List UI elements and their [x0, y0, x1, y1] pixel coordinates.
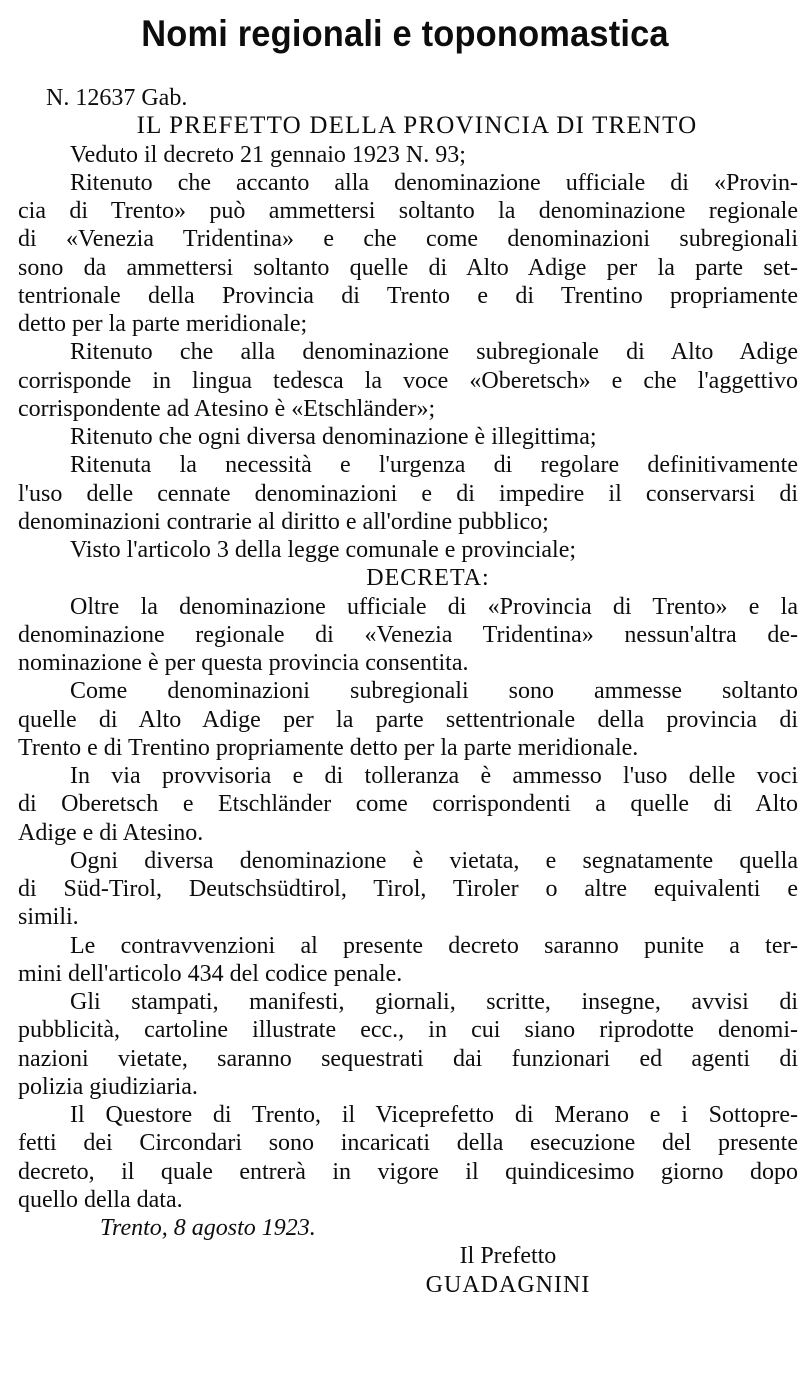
- article-line: Come denominazioni subregionali sono ammesse soltanto: [70, 678, 798, 705]
- decree-body: [18, 84, 798, 1299]
- preamble-paragraph: [18, 338, 798, 423]
- preamble-line: corrisponde in lingua tedesca la voce «Oberetsch» e che l'aggettivo: [18, 367, 798, 394]
- article-paragraph: [18, 677, 798, 762]
- article-line: decreto, il quale entrerà in vigore il quindicesimo giorno dopo: [18, 1158, 798, 1185]
- preamble-paragraph: [18, 141, 798, 169]
- preamble-line: tentrionale della Provincia di Trento e di Trentino propriamente: [18, 282, 798, 309]
- preamble-line: Visto l'articolo 3 della legge comunale e provinciale;: [70, 537, 577, 563]
- article-line: fetti dei Circondari sono incaricati della esecuzione del presente: [18, 1130, 798, 1157]
- date-line: Trento, 8 agosto 1923.: [100, 1215, 316, 1241]
- article-line: In via provvisoria e di tolleranza è ammesso l'uso delle voci: [70, 763, 798, 789]
- article-line: di Oberetsch e Etschländer come corrispondenti a quelle di Alto: [18, 791, 798, 818]
- signature-name: GUADAGNINI: [425, 1271, 591, 1298]
- preamble-line: Veduto il decreto 21 gennaio 1923 N. 93;: [70, 141, 466, 168]
- preamble-line: Ritenuto che alla denominazione subregionale di Alto Adige: [70, 339, 798, 366]
- article-line: quello della data.: [18, 1186, 183, 1213]
- article-paragraph: [18, 1101, 798, 1214]
- preamble-line: Ritenuto che ogni diversa denominazione è illegittima;: [70, 424, 597, 450]
- preamble-paragraph: [18, 169, 798, 339]
- article-line: mini dell'articolo 434 del codice penale.: [18, 960, 403, 987]
- articles-section: [18, 593, 798, 1215]
- article-line: Ogni diversa denominazione è vietata, e segnatamente quella: [70, 847, 798, 874]
- preamble-line: corrispondente ad Atesino è «Etschländer»;: [18, 395, 436, 422]
- article-line: di Süd-Tirol, Deutschsüdtirol, Tirol, Tiroler o altre equivalenti e: [18, 876, 798, 902]
- article-line: denominazione regionale di «Venezia Tridentina» nessun'altra de-: [18, 621, 798, 648]
- document-title: Nomi regionali e toponomastica: [141, 13, 669, 54]
- article-paragraph: [18, 932, 798, 989]
- preamble-paragraph: [18, 423, 798, 451]
- preamble-line: Ritenuto che accanto alla denominazione ufficiale di «Provin-: [70, 169, 798, 196]
- article-line: Le contravvenzioni al presente decreto saranno punite a ter-: [70, 932, 798, 959]
- article-paragraph: [18, 593, 798, 678]
- article-line: pubblicità, cartoline illustrate ecc., in cui siano riprodotte denomi-: [18, 1017, 798, 1044]
- article-line: quelle di Alto Adige per la parte settentrionale della provincia di: [18, 706, 798, 733]
- article-line: nazioni vietate, saranno sequestrati dai funzionari ed agenti di: [18, 1045, 798, 1072]
- article-line: Trento e di Trentino propriamente detto per la parte meridionale.: [18, 734, 639, 761]
- decreta-heading: DECRETA:: [366, 565, 490, 592]
- article-line: Gli stampati, manifesti, giornali, scritte, insegne, avvisi di: [70, 989, 798, 1015]
- preamble-line: l'uso delle cennate denominazioni e di impedire il conservarsi di: [18, 480, 798, 507]
- preamble-line: di «Venezia Tridentina» e che come denominazioni subregionali: [18, 226, 798, 253]
- preamble-paragraph: [18, 451, 798, 536]
- preamble-line: Ritenuta la necessità e l'urgenza di regolare definitivamente: [70, 452, 798, 479]
- preamble-section: [18, 141, 798, 565]
- preamble-line: cia di Trento» può ammettersi soltanto la denominazione regionale: [18, 198, 798, 224]
- preamble-line: denominazioni contrarie al diritto e all'ordine pubblico;: [18, 508, 549, 535]
- article-paragraph: [18, 988, 798, 1101]
- article-line: Il Questore di Trento, il Viceprefetto di Merano e i Sottopre-: [70, 1102, 798, 1128]
- protocol-number: N. 12637 Gab.: [46, 85, 188, 111]
- article-line: nominazione è per questa provincia consentita.: [18, 650, 469, 676]
- article-line: polizia giudiziaria.: [18, 1073, 198, 1100]
- article-paragraph: [18, 847, 798, 932]
- article-line: simili.: [18, 904, 79, 931]
- decree-heading: IL PREFETTO DELLA PROVINCIA DI TRENTO: [136, 112, 698, 140]
- article-line: Adige e di Atesino.: [18, 819, 204, 846]
- preamble-paragraph: [18, 536, 798, 564]
- signature-title: Il Prefetto: [459, 1243, 557, 1270]
- article-line: Oltre la denominazione ufficiale di «Provincia di Trento» e la: [70, 593, 798, 620]
- preamble-line: detto per la parte meridionale;: [18, 311, 308, 337]
- preamble-line: sono da ammettersi soltanto quelle di Alto Adige per la parte set-: [18, 254, 798, 281]
- article-paragraph: [18, 762, 798, 847]
